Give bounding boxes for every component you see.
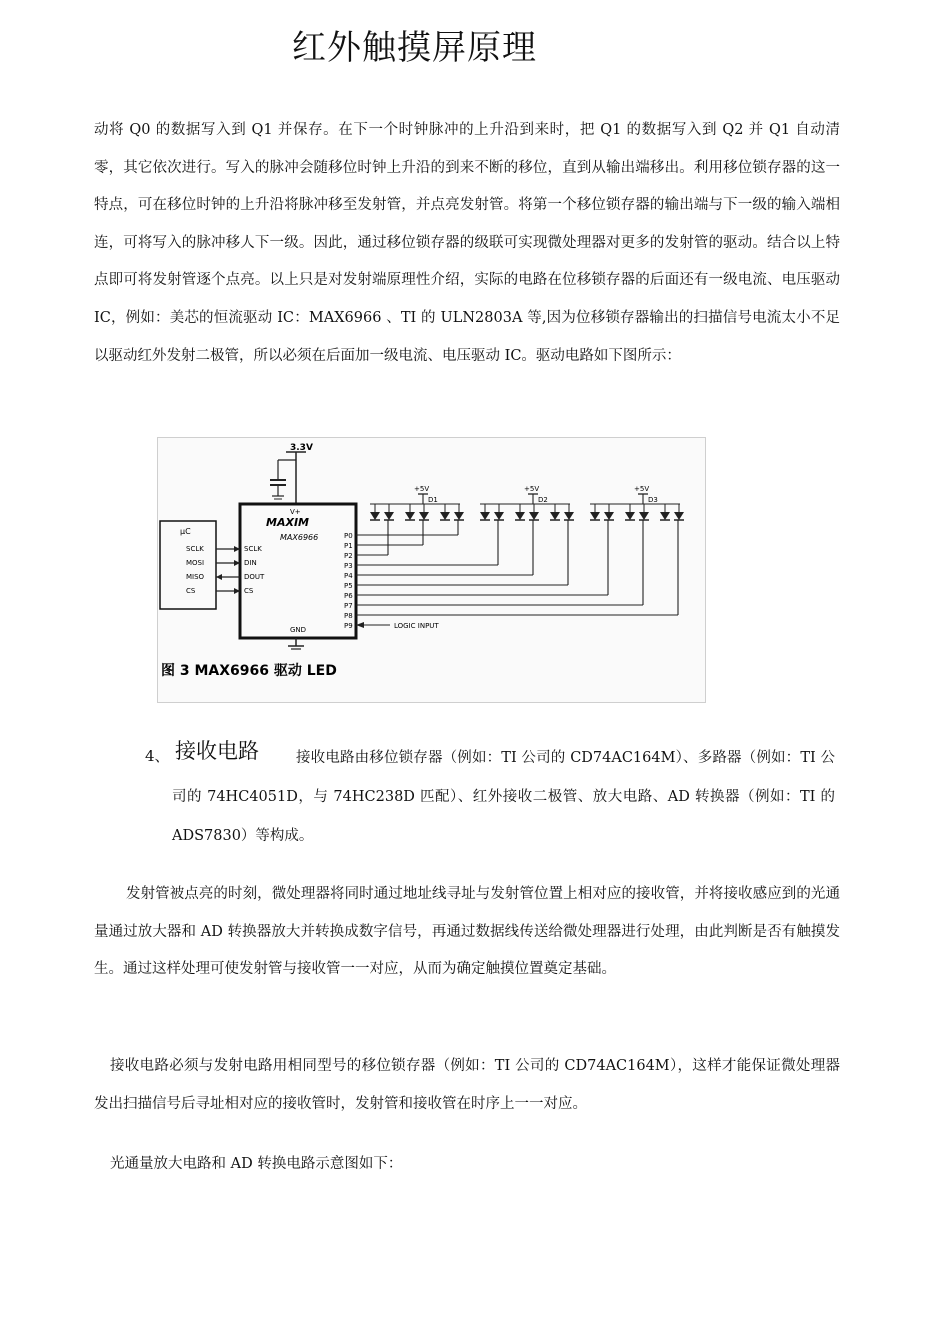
section-number: 4、 [145, 747, 170, 765]
chip-pin-dout: DOUT [244, 573, 265, 581]
chip-pin-p5: P5 [344, 582, 353, 590]
chip-pin-cs: CS [244, 587, 254, 595]
led-group-d2 [480, 485, 574, 520]
chip-pin-p9: P9 [344, 622, 353, 630]
led-group-d3 [590, 485, 684, 520]
uc-label: μC [180, 527, 191, 536]
uc-pin-miso: MISO [186, 573, 205, 581]
chip-pin-p0: P0 [344, 532, 353, 540]
led-supply-label-2: +5V [524, 485, 540, 493]
figure-caption: 图 3 MAX6966 驱动 LED [161, 663, 337, 679]
paragraph-transmitter-shift: 动将 Q0 的数据写入到 Q1 并保存。在下一个时钟脉冲的上升沿到来时，把 Q1 的数据写入到 Q2 并 Q1 自动清零，其它依次进行。写入的脉冲会随移位时钟上升沿的到来不断的移位，直到从输出端移出。利用移位锁存器的这一特点，可在移位时钟的上升沿将脉冲移至发射管，并点亮发射管。将第一个移位锁存器的输出端与下一级的输入端相连，可将写入的脉冲移人下一级。因此，通过移位锁存器的级联可实现微处理器对更多的发射管的驱动。结合以上特点即可将发射管逐个点亮。以上只是对发射端原理性介绍，实际的电路在位移锁存器的后面还有一级电流、电压驱动 IC，例如：美芯的恒流驱动 IC：MAX6966 、TI 的 ULN2803A 等,因为位移锁存器输出的扫描信号电流太小不足以驱动红外发射二极管，所以必须在后面加一级电流、电压驱动 IC。驱动电路如下图所示： [94, 122, 840, 364]
uc-pin-sclk: SCLK [186, 545, 204, 553]
chip-logo: MAXIM [266, 516, 309, 529]
max6966-circuit-figure [157, 437, 706, 703]
paragraph-amp-ad-intro: 光通量放大电路和 AD 转换电路示意图如下： [110, 1156, 403, 1172]
supply-label: 3.3V [290, 443, 313, 453]
led-supply-label-1: +5V [414, 485, 430, 493]
paragraph-receiver-sync: 发射管被点亮的时刻，微处理器将同时通过地址线寻址与发射管位置上相对应的接收管，并将接收感应到的光通量通过放大器和 AD 转换器放大并转换成数字信号，再通过数据线传送给微处理器进行处理，由此判断是否有触摸发生。通过这样处理可使发射管与接收管一一对应，从而为确定触摸位置奠定基础。 [94, 886, 840, 978]
uc-pin-mosi: MOSI [186, 559, 205, 567]
chip-pin-p7: P7 [344, 602, 353, 610]
uc-pin-cs: CS [186, 587, 196, 595]
chip-pin-din: DIN [244, 559, 257, 567]
section-body: 接收电路由移位锁存器（例如：TI 公司的 CD74AC164M）、多路器（例如：TI 公司的 74HC4051D，与 74HC238D 匹配）、红外接收二极管、放大电路、AD 转换器（例如：TI 的 ADS7830）等构成。 [172, 750, 835, 844]
page-title: 红外触摸屏原理 [292, 28, 537, 68]
chip-part: MAX6966 [280, 533, 319, 542]
led-group-label-d3: D3 [648, 496, 658, 504]
vplus-label: V+ [290, 508, 301, 516]
chip-pin-p1: P1 [344, 542, 353, 550]
circuit-diagram [158, 438, 705, 702]
chip-pin-p4: P4 [344, 572, 353, 580]
gnd-label: GND [290, 626, 307, 634]
led-supply-label-3: +5V [634, 485, 650, 493]
chip-pin-p2: P2 [344, 552, 353, 560]
chip-pin-p3: P3 [344, 562, 353, 570]
chip-pin-sclk: SCLK [244, 545, 262, 553]
chip-pin-p6: P6 [344, 592, 353, 600]
paragraph-same-latch: 接收电路必须与发射电路用相同型号的移位锁存器（例如：TI 公司的 CD74AC164M），这样才能保证微处理器发出扫描信号后寻址相对应的接收管时，发射管和接收管在时序上一一对应。 [94, 1058, 840, 1112]
logic-input-label: LOGIC INPUT [394, 622, 439, 630]
led-group-label-d2: D2 [538, 496, 548, 504]
led-group-d1 [370, 485, 464, 520]
led-group-label-d1: D1 [428, 496, 438, 504]
section-heading: 接收电路 [175, 739, 259, 763]
chip-pin-p8: P8 [344, 612, 353, 620]
